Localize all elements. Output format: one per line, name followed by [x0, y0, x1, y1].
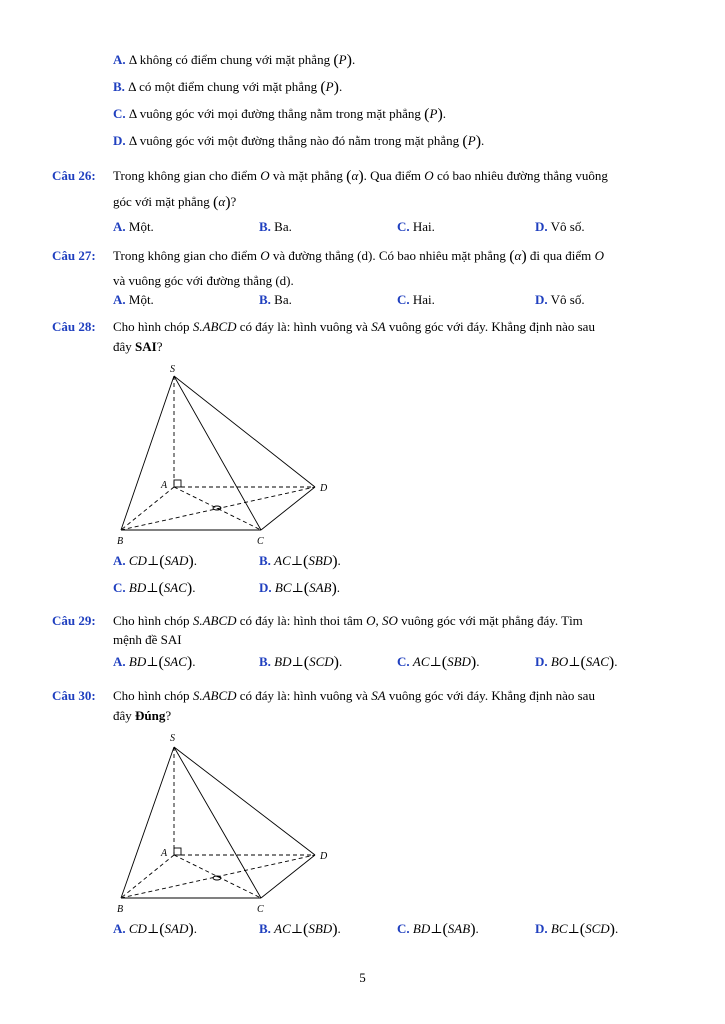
label-C: C: [257, 904, 264, 915]
question-29-line2: mệnh đề SAI: [113, 632, 182, 647]
question-26-number: Câu 26:: [52, 168, 96, 183]
q28-option-c: C. BD⊥(SAC).: [113, 580, 196, 597]
q30-option-d: D. BC⊥(SCD).: [535, 921, 619, 938]
q26-option-b: B. Ba.: [259, 219, 292, 234]
option-prev-b: B. Δ có một điểm chung với mặt phẳng (P).: [113, 79, 343, 96]
pyramid-figure-q30: [110, 730, 340, 918]
option-prev-c: C. Δ vuông góc với mọi đường thẳng nằm trong mặt phẳng (P).: [113, 106, 447, 123]
q27-option-c: C. Hai.: [397, 292, 435, 307]
label-A: A: [161, 480, 168, 491]
label-B: B: [117, 536, 124, 547]
label-B: B: [117, 904, 124, 915]
q29-option-a: A. BD⊥(SAC).: [113, 654, 196, 671]
page-number: 5: [359, 970, 366, 985]
q27-option-a: A. Một.: [113, 292, 154, 307]
question-28-line2: đây SAI?: [113, 339, 163, 354]
q26-option-a: A. Một.: [113, 219, 154, 234]
label-S: S: [170, 364, 175, 375]
question-29-line1: Cho hình chóp S.ABCD có đáy là: hình thoi tâm O, SO vuông góc với mặt phẳng đáy. Tìm: [113, 613, 583, 628]
q26-option-d: D. Vô số.: [535, 219, 585, 234]
q28-option-d: D. BC⊥(SAB).: [259, 580, 341, 597]
question-30-line2: đây Đúng?: [113, 708, 172, 723]
q26-option-c: C. Hai.: [397, 219, 435, 234]
q28-option-b: B. AC⊥(SBD).: [259, 553, 341, 570]
question-27-line2: và vuông góc với đường thẳng (d).: [113, 273, 294, 288]
q29-option-d: D. BO⊥(SAC).: [535, 654, 618, 671]
label-S: S: [170, 733, 175, 744]
question-28-line1: Cho hình chóp S.ABCD có đáy là: hình vuông và SA vuông góc với đáy. Khẳng định nào sau: [113, 319, 595, 334]
option-prev-d: D. Δ vuông góc với một đường thẳng nào đó nằm trong mặt phẳng (P).: [113, 133, 485, 150]
label-D: D: [320, 483, 328, 494]
pyramid-figure-q28: [110, 362, 340, 547]
question-26-line1: Trong không gian cho điểm O và mặt phẳng (α). Qua điểm O có bao nhiêu đường thẳng vuông: [113, 168, 608, 185]
q30-option-c: C. BD⊥(SAB).: [397, 921, 479, 938]
q29-option-b: B. BD⊥(SCD).: [259, 654, 343, 671]
question-27-number: Câu 27:: [52, 248, 96, 263]
label-D: D: [320, 851, 328, 862]
q27-option-b: B. Ba.: [259, 292, 292, 307]
label-A: A: [161, 848, 168, 859]
q30-option-b: B. AC⊥(SBD).: [259, 921, 341, 938]
question-27-line1: Trong không gian cho điểm O và đường thẳng (d). Có bao nhiêu mặt phẳng (α) đi qua điểm O: [113, 248, 604, 265]
q28-option-a: A. CD⊥(SAD).: [113, 553, 197, 570]
question-29-number: Câu 29:: [52, 613, 96, 628]
q30-option-a: A. CD⊥(SAD).: [113, 921, 197, 938]
option-prev-a: A. Δ không có điểm chung với mặt phẳng (P).: [113, 52, 356, 69]
q27-option-d: D. Vô số.: [535, 292, 585, 307]
label-C: C: [257, 536, 264, 547]
question-26-line2: góc với mặt phẳng (α)?: [113, 194, 237, 211]
question-30-number: Câu 30:: [52, 688, 96, 703]
question-30-line1: Cho hình chóp S.ABCD có đáy là: hình vuông và SA vuông góc với đáy. Khẳng định nào sau: [113, 688, 595, 703]
question-28-number: Câu 28:: [52, 319, 96, 334]
q29-option-c: C. AC⊥(SBD).: [397, 654, 480, 671]
